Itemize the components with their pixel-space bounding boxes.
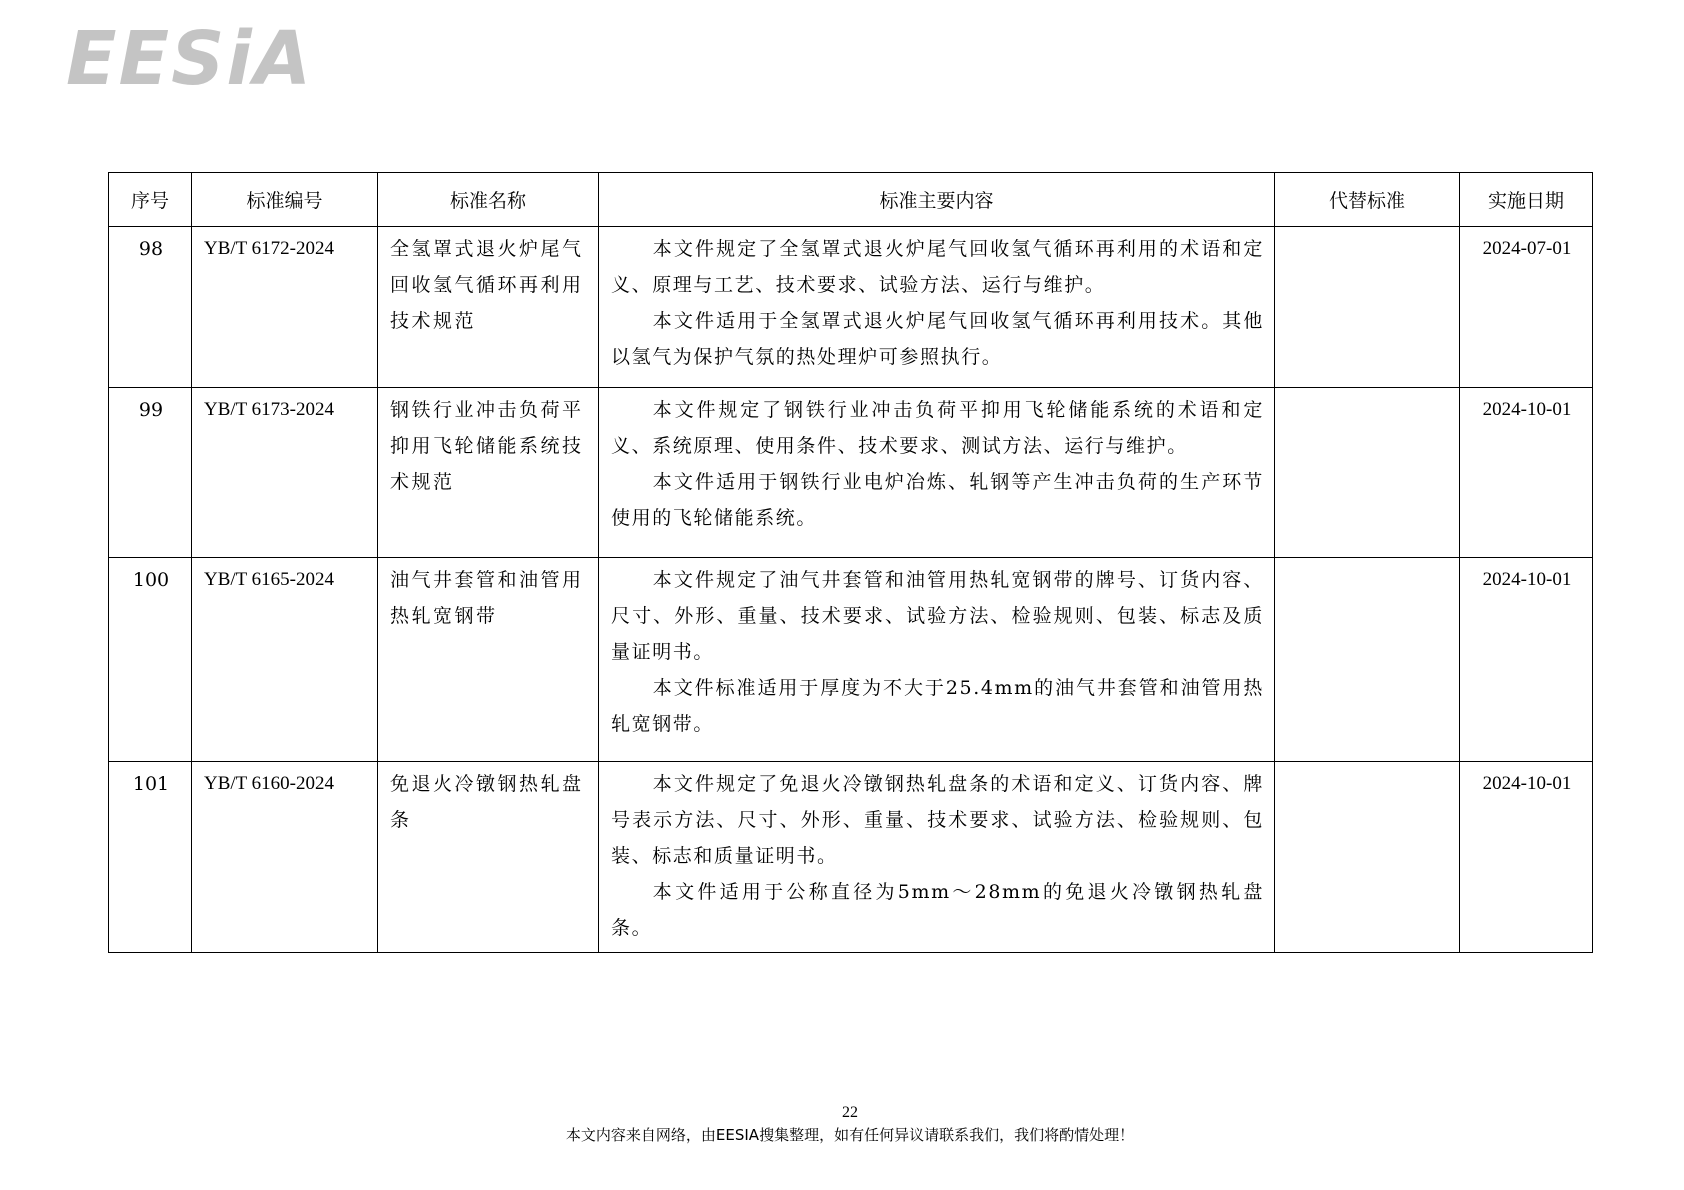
cell-standard-name: 全氢罩式退火炉尾气回收氢气循环再利用技术规范 bbox=[378, 227, 599, 388]
content-paragraph: 本文件适用于全氢罩式退火炉尾气回收氢气循环再利用技术。其他以氢气为保护气氛的热处理炉可参照执行。 bbox=[611, 310, 1264, 368]
cell-implementation-date: 2024-10-01 bbox=[1460, 558, 1593, 762]
content-paragraph: 本文件规定了钢铁行业冲击负荷平抑用飞轮储能系统的术语和定义、系统原理、使用条件、技术要求、测试方法、运行与维护。 bbox=[611, 399, 1264, 457]
cell-main-content bbox=[599, 558, 1275, 762]
cell-standard-name: 钢铁行业冲击负荷平抑用飞轮储能系统技术规范 bbox=[378, 388, 599, 558]
cell-implementation-date: 2024-10-01 bbox=[1460, 762, 1593, 953]
cell-standard-code: YB/T 6160-2024 bbox=[192, 762, 378, 953]
cell-main-content bbox=[599, 388, 1275, 558]
content-paragraph: 本文件适用于钢铁行业电炉冶炼、轧钢等产生冲击负荷的生产环节使用的飞轮储能系统。 bbox=[611, 471, 1264, 529]
content-paragraph: 本文件规定了免退火冷镦钢热轧盘条的术语和定义、订货内容、牌号表示方法、尺寸、外形、重量、技术要求、试验方法、检验规则、包装、标志和质量证明书。 bbox=[611, 773, 1264, 867]
footer-disclaimer: 本文内容来自网络，由EESIA搜集整理，如有任何异议请联系我们，我们将酌情处理！ bbox=[565, 1126, 1135, 1144]
table-header-row bbox=[109, 173, 1593, 227]
cell-replaced-standard bbox=[1275, 558, 1460, 762]
cell-replaced-standard bbox=[1275, 388, 1460, 558]
content-paragraph: 本文件规定了全氢罩式退火炉尾气回收氢气循环再利用的术语和定义、原理与工艺、技术要求、试验方法、运行与维护。 bbox=[611, 238, 1264, 296]
cell-replaced-standard bbox=[1275, 762, 1460, 953]
cell-standard-name: 油气井套管和油管用热轧宽钢带 bbox=[378, 558, 599, 762]
header-standard-code: 标准编号 bbox=[192, 173, 378, 227]
page-number: 22 bbox=[842, 1104, 858, 1121]
cell-standard-name: 免退火冷镦钢热轧盘条 bbox=[378, 762, 599, 953]
content-paragraph: 本文件标准适用于厚度为不大于25.4mm的油气井套管和油管用热轧宽钢带。 bbox=[611, 677, 1264, 735]
header-serial-number: 序号 bbox=[109, 173, 192, 227]
cell-serial-number: 101 bbox=[109, 762, 192, 953]
header-standard-name: 标准名称 bbox=[378, 173, 599, 227]
cell-standard-code: YB/T 6173-2024 bbox=[192, 388, 378, 558]
header-implementation-date: 实施日期 bbox=[1460, 173, 1593, 227]
standards-table bbox=[108, 172, 1593, 953]
cell-standard-code: YB/T 6165-2024 bbox=[192, 558, 378, 762]
content-paragraph: 本文件适用于公称直径为5mm～28mm的免退火冷镦钢热轧盘条。 bbox=[611, 881, 1264, 939]
eesia-logo: EESiA bbox=[66, 16, 314, 102]
cell-replaced-standard bbox=[1275, 227, 1460, 388]
header-replaced-standard: 代替标准 bbox=[1275, 173, 1460, 227]
cell-implementation-date: 2024-07-01 bbox=[1460, 227, 1593, 388]
cell-main-content bbox=[599, 227, 1275, 388]
cell-serial-number: 98 bbox=[109, 227, 192, 388]
cell-standard-code: YB/T 6172-2024 bbox=[192, 227, 378, 388]
cell-implementation-date: 2024-10-01 bbox=[1460, 388, 1593, 558]
table-row bbox=[109, 388, 1593, 558]
table-row bbox=[109, 762, 1593, 953]
table-row bbox=[109, 227, 1593, 388]
cell-main-content bbox=[599, 762, 1275, 953]
content-paragraph: 本文件规定了油气井套管和油管用热轧宽钢带的牌号、订货内容、尺寸、外形、重量、技术要求、试验方法、检验规则、包装、标志及质量证明书。 bbox=[611, 569, 1264, 663]
cell-serial-number: 99 bbox=[109, 388, 192, 558]
cell-serial-number: 100 bbox=[109, 558, 192, 762]
table-row bbox=[109, 558, 1593, 762]
header-main-content: 标准主要内容 bbox=[599, 173, 1275, 227]
